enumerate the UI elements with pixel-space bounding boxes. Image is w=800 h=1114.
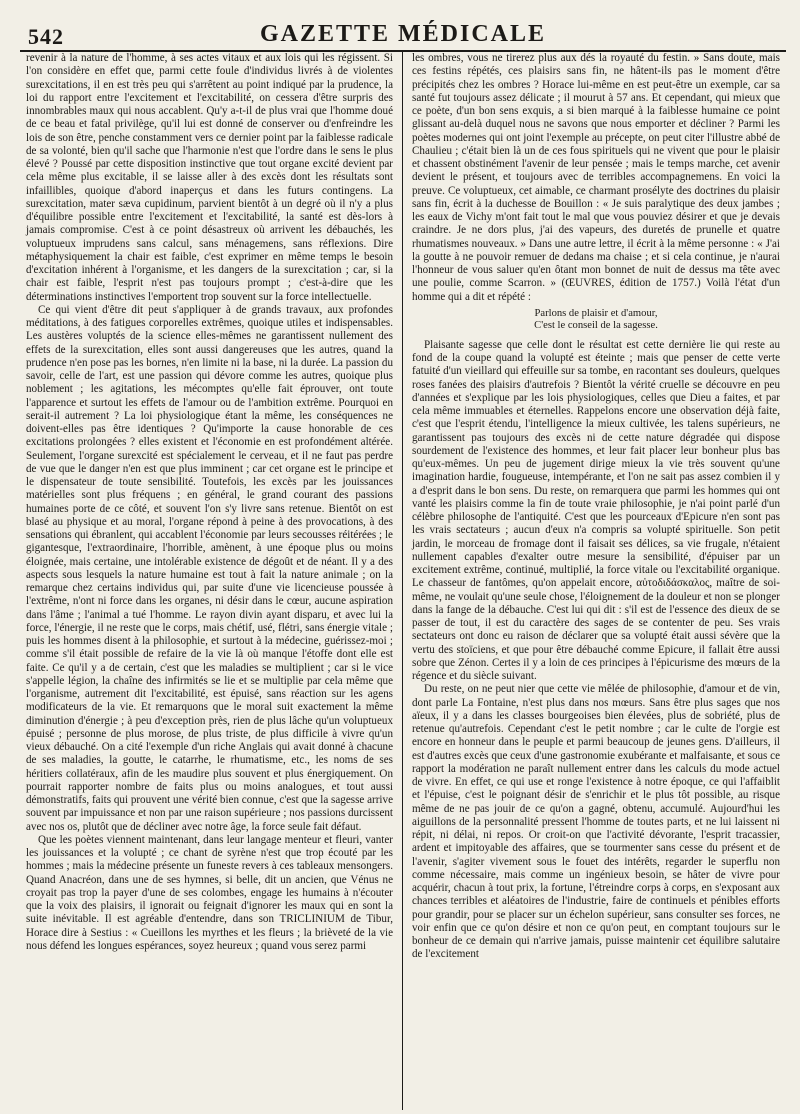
right-column (403, 52, 786, 1110)
paragraph: Plaisante sagesse que celle dont le résultat est cette dernière lie qui reste au fond de la coupe quand la volupté est éteinte ; mais que penser de cette verte fatuité d'un vieillard qui effeuille sur sa tombe, en racontant ses douleurs, quelques roses fanées des plaisirs d'autrefois ? Bientôt la vérité cruelle se découvre en peu d'années et s'explique par les lois physiologiques, celles que Dieu a faites, et par cela même immuables et éternelles. Rappelons encore une observation déjà faite, c'est que l'esprit étendu, l'intelligence la mieux cultivée, les talens supérieurs, ne garantissent pas toujours des excès ni de cette nature dégradée qui dispose sourdement de l'existence des hommes, et leur fait placer leur bonheur plus bas qu'eux-mêmes. Un peu de jugement dirige mieux la vie très souvent qu'une imagination hardie, fougueuse, intempérante, et l'on ne sait pas assez combien il y a d'esprit dans le bon sens. Du reste, on remarquera que parmi les hommes qui ont vanté les plaisirs comme la fin de toute vraie philosophie, je n'ai point parlé d'un célèbre philosophe de l'antiquité. C'est que les pourceaux d'Epicure n'en sont pas les vrais sectateurs ; aucun d'eux n'a compris sa volupté spirituelle. Son petit jardin, le morceau de fromage dont il faisait ses délices, sa vie frugale, n'étaient nullement capables d'exalter outre mesure la sensibilité, d'épuiser par un excitement extrême, continué, multiplié, la force vitale ou l'excitabilité organique. Le chasseur de fantômes, qu'on appelait encore, αὐτοδιδάσκαλος, maître de soi-même, ne voulait qu'une seule chose, l'éloignement de la douleur et non se plonger dans la fange de la débauche. C'est lui qui dit : s'il est de l'essence des dieux de se passer de tout, il est du caractère des sages de se contenter de peu. Ses vrais sectateurs ont donc eu raison de déclarer que sa volupté était aussi sévère que la vertu des stoïciens, et que pour être débauché comme Epicure, il fallait être aussi sobre que Zénon. Certes il y a loin de ces principes à l'épicurisme des mœurs de la régence et du siècle suivant. (412, 338, 780, 682)
page-header (20, 4, 786, 52)
paragraph: les ombres, vous ne tirerez plus aux dés la royauté du festin. » Sans doute, mais ces festins répétés, ces plaisirs sans fin, ne hâtent-ils pas le moment d'être précipités chez les ombres ? Horace lui-même en est peut-être un exemple, car sa santé fut toujours assez délicate ; il mourut à 57 ans. Et cependant, qui mieux que ce poète, d'un bon sens exquis, a si bien marqué à la faiblesse humaine ce point glissant au-delà duquel nous ne savons que nous emporter et décliner ? Parmi les poètes modernes qui ont joint l'exemple au précepte, on peut citer l'illustre abbé de Chaulieu ; c'était bien là un de ces fous spirituels qui ne vivent que pour le plaisir et chassent obstinément l'avenir de leur pensée ; mais le temps marche, cet avenir devient le présent, et toujours avec de terribles accompagnemens. En voici la preuve. Ce voluptueux, cet aimable, ce charmant prosélyte des doctrines du plaisir sans fin, écrit à la duchesse de Bouillon : « Je suis paralytique des deux jambes ; les eaux de Vichy m'ont fait tout le mal que vous pouviez désirer et que je devais craindre. Je ne dors plus, j'ai des vapeurs, des duretés de prunelle et quatre rhumatismes nouveaux. » Dans une autre lettre, il écrit à la même personne : « J'ai la goutte à ne pouvoir remuer de dedans ma chaise ; et si cela continue, je n'aurai l'honneur de vous saluer qu'en ôtant mon bonnet de nuit de dessus ma tête avec une poulie, comme Scarron. » (ŒUVRES, édition de 1757.) Voilà l'état d'un homme qui a dit et répété : (412, 52, 780, 303)
verse-line: Parlons de plaisir et d'amour, (534, 307, 658, 319)
paragraph: Ce qui vient d'être dit peut s'appliquer à de grands travaux, aux profondes méditations, à des fatigues corporelles extrêmes, quoique utiles et indispensables. Les austères voluptés de la science elles-mêmes ne garantissent nullement des effets de la surexcitation, elles sont aussi dangereuses que les autres, quand la prudence n'en pose pas les bornes, n'en limite ni la base, ni la durée. La passion du savoir, celle de l'art, est une passion qui dévore comme les autres, quoique plus noblement ; les agitations, les mécomptes qu'elle fait éprouver, ont toute l'apparence et surtout les effets de l'amour ou de l'ambition extrême. Pourquoi en serait-il autrement ? La loi physiologique étant la même, les conséquences ne doivent-elles pas être identiques ? Qu'importe la cause honorable de ces excitations prolongées ? elles existent et l'économie en est profondément altérée. Seulement, l'organe surexcité est spécialement le cerveau, et il ne faut pas perdre de vue que le danger n'en est que plus imminent ; car cet organe est le principe et le dispensateur de toute sensibilité. Toutefois, les excès par les jouissances matérielles sont plus fréquens ; en général, le grand courant des passions humaines porte de ce côté, et souvent l'on s'y livre sans retenue. Bientôt on est blasé au physique et au moral, l'organe répond à peine à des provocations, à des sensations qui ébranlent, qui accablent l'économie par leurs secousses réitérées ; le gigantesque, l'extraordinaire, l'horrible, amènent, à une époque plus ou moins éloignée, mais certaine, une intolérable existence de dégoût et de néant. Il y a des aspects sous lesquels la nature humaine est tout à fait la nature animale ; on la remarque chez certains individus qui, par suite d'une vie licencieuse poussée à l'extrême, n'ont ni force dans les organes, ni désir dans le cœur, aucune aspiration dans l'âme ; l'animal a tué l'homme. Le rayon divin ayant disparu, et avec lui la force, l'énergie, il ne reste que le corps, mais chétif, usé, flétri, sans énergie vitale ; puis les hommes disent à la philosophie, et surtout à la médecine, guérissez-moi ; comme s'il était possible de refaire de la vie là où manque l'étoffe dont elle est faite. Ce qu'il y a de certain, c'est que les maladies se multiplient ; car si le vice s'appelle légion, la chaîne des infirmités se lie et se multiplie par cela même que l'organisme, autrement dit l'excitabilité, est épuisé, sans réaction sur les agens modificateurs de la vie. Et remarquons que le moral suit exactement la même diminution d'énergie ; à peu d'exception près, rien de plus lâche qu'un voluptueux épuisé ; personne de plus morose, de plus triste, de plus difficile à vivre qu'un vieux débauché. On a cité l'exemple d'un riche Anglais qui avait donné à chacune de ses maladies, la goutte, le catarrhe, le rhumatisme, etc., les noms de ses héritiers collatéraux, afin de les maudire plus souvent et plus énergiquement. On pourrait rapporter nombre de faits plus ou moins analogues, et tout aussi démonstratifs, faits qui prouvent une vérité bien connue, c'est que la sagesse arrive souvent par impuissance et non par une raison supérieure ; nos passions durcissent avec nos os, plutôt que de décliner avec notre âge, la force seule fait défaut. (26, 303, 393, 833)
text-columns (20, 52, 786, 1110)
paragraph: Que les poètes viennent maintenant, dans leur langage menteur et fleuri, vanter les jouissances et la volupté ; ce chant de syrène n'est que trop écouté par les hommes ; mais la médecine présente un funeste revers à ces tableaux mensongers. Quand Anacréon, dans une de ses hymnes, si belle, dit un ancien, que Vénus ne croyait pas trop la payer d'une de ses colombes, engage les humains à n'écouter que la voix des plaisirs, il ignorait ou feignait d'ignorer les maux qui en sont la suite inévitable. Il est agréable d'entendre, dans son TRICLINIUM de Tibur, Horace dire à Sestius : « Cueillons les myrthes et les fleurs ; la brièveté de la vie nous défend les longues espérances, soyez heureux ; quand vous serez parmi (26, 833, 393, 952)
journal-title: GAZETTE MÉDICALE (259, 21, 547, 47)
paragraph: revenir à la nature de l'homme, à ses actes vitaux et aux lois qui les régissent. Si l'on considère en effet que, parmi cette foule d'individus livrés à de violentes surexcitations, il en est très peu qui s'arrêtent au point indiqué par la prudence, la loi du rapport entre l'excitement et l'excitabilité, on cessera d'être surpris des innombrables maux qui nous accablent. Qu'y a-t-il de plus vrai que l'homme doué de ce beau et fatal privilège, qu'il lui est donné de conserver ou d'enfreindre les lois de son être, penche constamment vers ce dernier point par la faiblesse radicale de sa volonté, bien qu'il sache que l'harmonie n'est que l'ordre dans le sens le plus élevé ? Poussé par cette disposition instinctive que tout organe excité devient par cela même plus excitable, il se laisse aller à des excès dont les résultats sont infaillibles, quoique d'abord inaperçus et dans les futurs contingens. La surexcitation, mater sæva cupidinum, parvient bientôt à un degré où il n'y a plus d'équilibre possible entre l'excitement et l'excitabilité, la santé est dès-lors à jamais compromise. C'est à ce point désastreux où arrivent les débauchés, les voluptueux imprudens sans calcul, sans ménagemens, sans réflexions. Dire métaphysiquement la chair est faible, c'est exprimer en même temps le besoin d'excitation inhérent à l'organisme, et les dangers de la surexcitation ; car, si la chair est faible, l'esprit n'est pas toujours prompt ; c'est-à-dire que les déterminations instinctives l'emportent trop souvent sur la force intellectuelle. (26, 52, 393, 303)
paragraph: Du reste, on ne peut nier que cette vie mêlée de philosophie, d'amour et de vin, dont parle La Fontaine, n'est plus dans nos mœurs. Sans être plus sages que nos aïeux, il y a dans les classes bourgeoises bien élevées, plus de sobriété, plus de retenue qu'autrefois. Cependant c'est le petit nombre ; car le culte de l'orgie est encore en honneur dans le peuple et parmi beaucoup de jeunes gens. D'ailleurs, il est d'autres excès que ceux d'une gastronomie exubérante et malfaisante, et sous ce rapport la modération ne paraît nullement entrer dans les calculs du mode actuel de vivre. En effet, ce qui use et ronge l'existence à notre époque, ce qui l'affaiblit et l'épuise, c'est le poignant désir de s'enrichir et le plus tôt possible, au risque même de ne pas jouir de ce qu'on a gagné, obtenu, accumulé. Aujourd'hui les aiguillons de la personnalité pressent l'homme de toutes parts, et ne lui laissent ni répit, ni délai, ni repos. Or croit-on que l'activité dévorante, l'esprit tracassier, ardent et impitoyable des affaires, que se tourmenter sans cesse du présent et de l'avenir, s'agiter vivement sous le fouet des intérêts, regarder le superflu non comme nécessaire, mais comme un ingénieux besoin, se hâter de vivre pour acquérir, chacun à tout prix, la fortune, l'étreindre corps à corps, en s'exposant aux chances terribles et aléatoires de l'industrie, faire de continuels et pénibles efforts pour grandir, pour se placer sur un échelon supérieur, sans consulter ses forces, ne voir enfin que ce qu'on désire et non ce qu'on peut, en comptant toujours sur le bonheur de ce demain qui n'arrive jamais, puisse maintenir cet équilibre salutaire de l'excitement (412, 683, 780, 961)
page-number: 542 (28, 24, 64, 49)
verse-quote (412, 308, 780, 333)
left-column (20, 52, 403, 1110)
verse-line: C'est le conseil de la sagesse. (534, 320, 658, 332)
